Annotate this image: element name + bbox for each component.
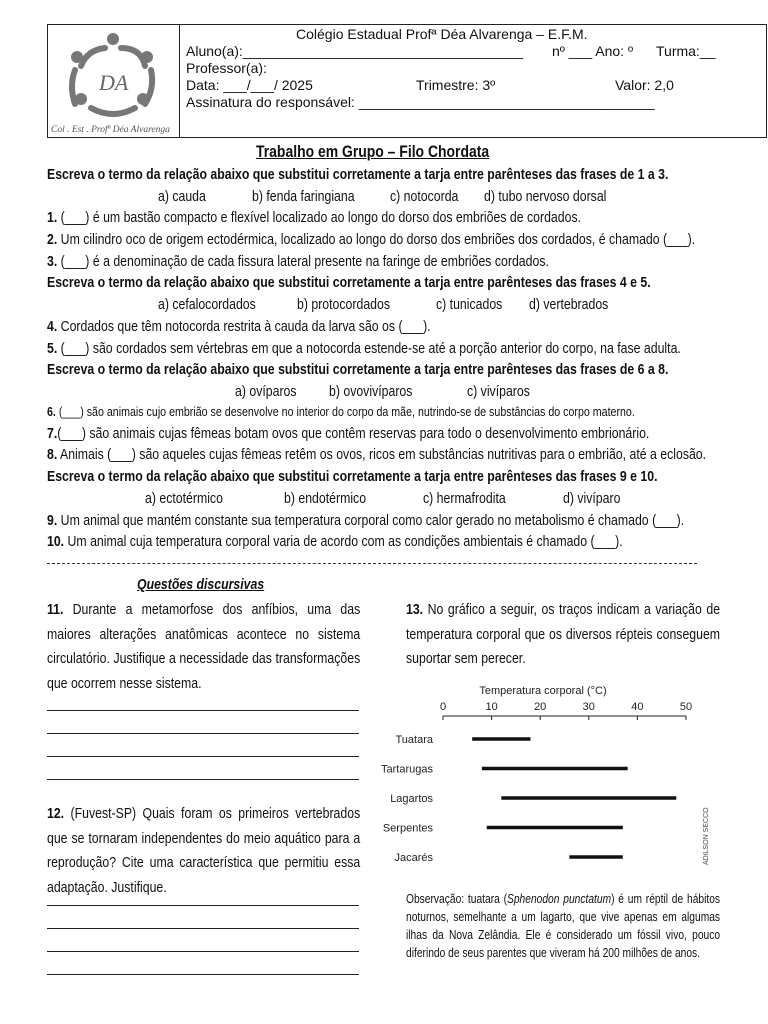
question-text: Um animal que mantém constante sua temperatura corporal como calor gerado no metabolismo é chamado (___). xyxy=(60,512,685,529)
obs-prefix: Observação: tuatara ( xyxy=(406,892,508,906)
obs-suffix: ) é um réptil de hábitos noturnos, semelhante a um lagarto, que vive apenas em algumas ilhas da Nova Zelândia. Ele é considerado um fóssil vivo, pouco diferindo de seus parentes que viveram há 200 milhões de anos. xyxy=(406,892,721,960)
question-text: (Fuvest-SP) Quais foram os primeiros vertebrados que se tornaram independentes do meio aquático para a reprodução? Cite uma característica que permitiu essa adaptação. Justifique. xyxy=(47,805,361,896)
logo-letters: DA xyxy=(99,70,129,95)
section2-option-c: c) tunicados xyxy=(436,296,503,313)
section1-option-c: c) notocorda xyxy=(390,188,459,205)
section3-option-c: c) vivíparos xyxy=(467,383,530,400)
x-tick-label: 10 xyxy=(485,701,498,713)
section1-option-d: d) tubo nervoso dorsal xyxy=(484,188,607,205)
question-number: 12. xyxy=(47,805,65,822)
question-2 xyxy=(47,231,695,249)
school-logo xyxy=(47,24,180,138)
question-11 xyxy=(47,598,360,696)
question-10 xyxy=(47,533,623,551)
x-tick-label: 40 xyxy=(631,701,644,713)
observation-note xyxy=(406,890,720,962)
numero-ano-field[interactable]: nº ___ Ano: º xyxy=(552,43,634,59)
x-tick-label: 50 xyxy=(679,701,693,713)
answer-line[interactable] xyxy=(47,974,359,975)
question-text: Cordados que têm notocorda restrita à cauda da larva são os (___). xyxy=(60,318,431,335)
question-number: 9. xyxy=(47,512,58,529)
x-tick-label: 20 xyxy=(534,701,547,713)
turma-field[interactable]: Turma:__ xyxy=(656,43,716,59)
question-text: (___) são animais cujas fêmeas botam ovos que contêm reservas para todo o desenvolvimento embrionário. xyxy=(57,425,650,442)
category-label: Tuatara xyxy=(395,734,433,746)
category-label: Serpentes xyxy=(382,822,433,835)
logo-emblem-icon xyxy=(47,24,178,136)
discursivas-heading: Questões discursivas xyxy=(137,576,265,593)
question-number: 13. xyxy=(406,601,424,618)
question-7 xyxy=(47,425,649,443)
category-label: Lagartos xyxy=(390,793,433,805)
question-5 xyxy=(47,340,681,358)
question-8 xyxy=(47,446,706,464)
question-4 xyxy=(47,318,431,336)
section1-instruction: Escreva o termo da relação abaixo que substitui corretamente a tarja entre parênteses das frases de 1 a 3. xyxy=(47,166,669,183)
trimestre-label: Trimestre: 3º xyxy=(416,77,496,93)
chart-credit: ADILSON SECCO xyxy=(703,807,710,865)
answer-line[interactable] xyxy=(47,756,359,757)
category-label: Jacarés xyxy=(394,852,433,864)
section2-instruction: Escreva o termo da relação abaixo que substitui corretamente a tarja entre parênteses das frases 4 e 5. xyxy=(47,274,651,291)
question-number: 1. xyxy=(47,209,58,226)
section3-option-b: b) ovovivíparos xyxy=(329,383,413,400)
question-text: (___) é um bastão compacto e flexível localizado ao longo do dorso dos embriões de cordados. xyxy=(60,209,582,226)
question-text: Um animal cuja temperatura corporal varia de acordo com as condições ambientais é chamado (___). xyxy=(67,533,623,550)
section1-option-b: b) fenda faringiana xyxy=(252,188,355,205)
question-number: 6. xyxy=(47,404,56,419)
question-text: (___) são animais cujo embrião se desenvolve no interior do corpo da mãe, nutrindo-se de substâncias do corpo materno. xyxy=(58,404,635,419)
chart-svg xyxy=(370,680,720,880)
section3-option-a: a) ovíparos xyxy=(235,383,297,400)
section4-option-d: d) vivíparo xyxy=(563,490,621,507)
question-9 xyxy=(47,512,684,530)
assinatura-field[interactable]: Assinatura do responsável: ______________________________________ xyxy=(186,94,655,110)
question-3 xyxy=(47,253,549,271)
x-tick-label: 0 xyxy=(439,701,447,713)
valor-label: Valor: 2,0 xyxy=(615,77,674,93)
question-13 xyxy=(406,598,720,672)
logo-caption: Col . Est . Profª Déa Alvarenga xyxy=(51,125,170,135)
chart-title: Temperatura corporal (°C) xyxy=(479,685,607,697)
question-number: 8. xyxy=(47,446,58,463)
answer-line[interactable] xyxy=(47,733,359,734)
question-text: Um cilindro oco de origem ectodérmica, localizado ao longo do dorso dos embriões dos cordados, é chamado (___). xyxy=(60,231,696,248)
section4-option-c: c) hermafrodita xyxy=(423,490,506,507)
question-text: (___) é a denominação de cada fissura lateral presente na faringe de embriões cordados. xyxy=(60,253,549,270)
data-field[interactable]: Data: ___/___/ 2025 xyxy=(186,77,313,93)
section2-option-b: b) protocordados xyxy=(297,296,390,313)
question-number: 11. xyxy=(47,601,64,618)
question-number: 7. xyxy=(47,425,58,442)
answer-line[interactable] xyxy=(47,779,359,780)
category-label: Tartarugas xyxy=(381,763,433,776)
question-text: No gráfico a seguir, os traços indicam a variação de temperatura corporal que os diversos répteis conseguem suportar sem perecer. xyxy=(406,601,721,667)
question-number: 10. xyxy=(47,533,65,550)
section3-instruction: Escreva o termo da relação abaixo que substitui corretamente a tarja entre parênteses das frases de 6 a 8. xyxy=(47,361,669,378)
question-number: 3. xyxy=(47,253,58,270)
section4-instruction: Escreva o termo da relação abaixo que substitui corretamente a tarja entre parênteses das frases 9 e 10. xyxy=(47,468,658,485)
school-name: Colégio Estadual Profª Déa Alvarenga – E.F.M. xyxy=(296,26,588,42)
section-divider xyxy=(47,563,697,564)
question-text: Animais (___) são aqueles cujas fêmeas retêm os ovos, ricos em substâncias nutritivas para o embrião, até a eclosão. xyxy=(60,446,707,463)
section4-option-a: a) ectotérmico xyxy=(145,490,223,507)
question-text: Durante a metamorfose dos anfíbios, uma das maiores alterações anatômicas acontece no sistema circulatório. Justifique a necessidade das transformações que ocorrem nesse sistema. xyxy=(47,601,361,692)
aluno-field[interactable]: Aluno(a):____________________________________ xyxy=(186,43,524,59)
answer-line[interactable] xyxy=(47,928,359,929)
question-number: 4. xyxy=(47,318,58,335)
obs-species: Sphenodon punctatum xyxy=(507,892,612,906)
answer-line[interactable] xyxy=(47,905,359,906)
section2-option-a: a) cefalocordados xyxy=(158,296,256,313)
question-12 xyxy=(47,802,360,900)
temperature-chart xyxy=(370,680,720,880)
question-text: (___) são cordados sem vértebras em que a notocorda estende-se até a porção anterior do corpo, na fase adulta. xyxy=(60,340,681,357)
question-number: 2. xyxy=(47,231,58,248)
professor-field[interactable]: Professor(a): xyxy=(186,60,267,76)
section4-option-b: b) endotérmico xyxy=(284,490,367,507)
answer-line[interactable] xyxy=(47,951,359,952)
section2-option-d: d) vertebrados xyxy=(529,296,609,313)
answer-line[interactable] xyxy=(47,710,359,711)
x-tick-label: 30 xyxy=(582,701,595,713)
page-title: Trabalho em Grupo – Filo Chordata xyxy=(256,142,490,161)
question-6 xyxy=(47,403,635,421)
question-1 xyxy=(47,209,581,227)
section1-option-a: a) cauda xyxy=(158,188,206,205)
question-number: 5. xyxy=(47,340,58,357)
